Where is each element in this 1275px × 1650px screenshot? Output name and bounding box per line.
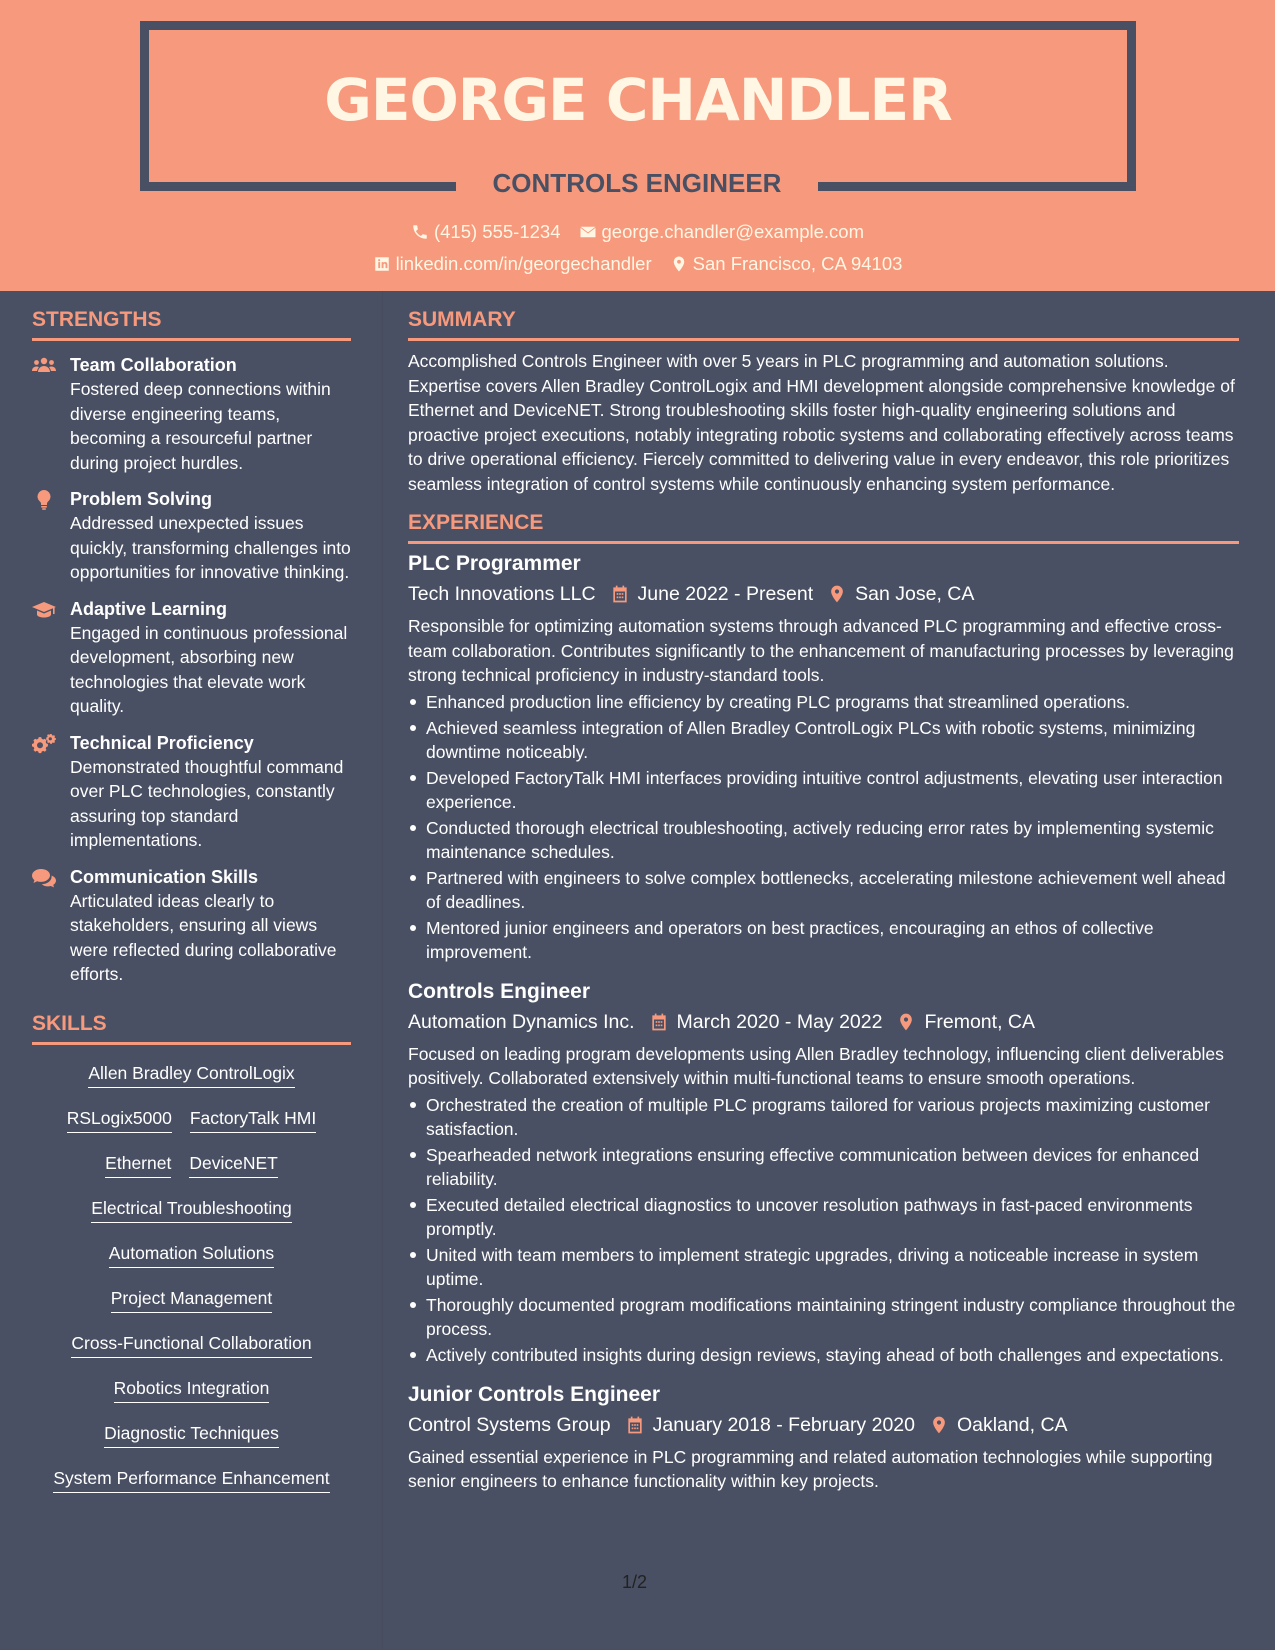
location-text: San Francisco, CA 94103 xyxy=(692,253,903,274)
skill-tag: Allen Bradley ControlLogix xyxy=(88,1061,294,1088)
skill-tag: Electrical Troubleshooting xyxy=(91,1196,291,1223)
skill-tag: FactoryTalk HMI xyxy=(190,1106,316,1133)
phone-text: (415) 555-1234 xyxy=(433,221,561,242)
job-company: Tech Innovations LLC xyxy=(408,583,596,605)
job-dates: January 2018 - February 2020 xyxy=(652,1413,915,1436)
contact-phone[interactable] xyxy=(411,220,561,244)
strength-desc: Engaged in continuous professional development, absorbing new technologies that elevate work quality. xyxy=(70,622,348,716)
bullet-item: Partnered with engineers to solve complex bottlenecks, accelerating milestone achievement well ahead of deadlines. xyxy=(408,866,1239,914)
calendar-icon xyxy=(649,1012,669,1032)
bullet-item: Thoroughly documented program modifications maintaining stringent industry compliance throughout the process. xyxy=(408,1293,1239,1341)
bullet-item: Conducted thorough electrical troubleshooting, actively reducing error rates by implementing systemic maintenance schedules. xyxy=(408,816,1239,864)
linkedin-text: linkedin.com/in/georgechandler xyxy=(395,253,652,274)
job-company: Control Systems Group xyxy=(408,1413,611,1436)
job-bullets xyxy=(408,690,1239,964)
contact-row-secondary xyxy=(0,252,1275,276)
bullet-item: Developed FactoryTalk HMI interfaces providing intuitive control adjustments, elevating user interaction experience. xyxy=(408,766,1239,814)
skill-tag: Automation Solutions xyxy=(109,1241,274,1268)
skill-tag: RSLogix5000 xyxy=(67,1106,172,1133)
job-description: Focused on leading program developments using Allen Bradley technology, influencing client deliverables positively. Collaborated extensively within multi-functional teams to ensure smooth operations. xyxy=(408,1043,1224,1088)
skill-tag: Robotics Integration xyxy=(114,1376,270,1403)
job-entry xyxy=(408,978,1239,1367)
bullet-item: Orchestrated the creation of multiple PLC programs tailored for various projects maximizing customer satisfaction. xyxy=(408,1093,1239,1141)
job-meta xyxy=(408,580,1239,608)
job-entry xyxy=(408,1381,1239,1494)
bullet-item: Enhanced production line efficiency by creating PLC programs that streamlined operations. xyxy=(408,690,1239,714)
calendar-icon xyxy=(625,1415,645,1435)
skill-tag: Diagnostic Techniques xyxy=(104,1421,279,1448)
page-number: 1/2 xyxy=(622,1572,648,1592)
skill-tag: Project Management xyxy=(111,1286,272,1313)
job-location: Oakland, CA xyxy=(956,1413,1068,1436)
job-dates: June 2022 - Present xyxy=(637,583,814,605)
left-column xyxy=(32,307,351,1511)
users-icon xyxy=(32,356,56,376)
map-pin-icon xyxy=(896,1012,916,1032)
contact-email[interactable] xyxy=(579,220,865,244)
strengths-heading: STRENGTHS xyxy=(32,307,351,341)
map-pin-icon xyxy=(929,1415,949,1435)
job-bullets xyxy=(408,1093,1239,1367)
bullet-item: Achieved seamless integration of Allen Bradley ControlLogix PLCs with robotic systems, minimizing downtime noticeably. xyxy=(408,716,1239,764)
bullet-item: Mentored junior engineers and operators on best practices, encouraging an ethos of collective improvement. xyxy=(408,916,1239,964)
header-band xyxy=(0,0,1275,291)
summary-heading: SUMMARY xyxy=(408,307,1239,341)
job-title: PLC Programmer xyxy=(408,552,581,575)
job-meta xyxy=(408,1008,1239,1036)
bullet-item: Actively contributed insights during design reviews, staying ahead of both challenges and expectations. xyxy=(408,1343,1239,1367)
job-description: Gained essential experience in PLC programming and related automation technologies while supporting senior engineers to enhance functionality within key projects. xyxy=(408,1446,1213,1491)
candidate-name: GEORGE CHANDLER xyxy=(324,66,952,134)
job-meta xyxy=(408,1411,1239,1439)
phone-icon xyxy=(411,223,429,241)
calendar-icon xyxy=(610,584,630,604)
skills-list xyxy=(32,1061,351,1493)
envelope-icon xyxy=(579,223,597,241)
skill-tag: Ethernet xyxy=(105,1151,171,1178)
strength-title: Communication Skills xyxy=(70,866,259,887)
strength-desc: Fostered deep connections within diverse engineering teams, becoming a resourceful partner during project hurdles. xyxy=(70,379,331,473)
bullet-item: Spearheaded network integrations ensuring effective communication between devices for enhanced reliability. xyxy=(408,1143,1239,1191)
job-description: Responsible for optimizing automation systems through advanced PLC programming and effective cross-team collaboration. Contributes significantly to the enhancement of manufacturing processes by leveraging strong technical proficiency in industry-standard tools. xyxy=(408,616,1234,685)
job-location: Fremont, CA xyxy=(924,1010,1035,1033)
strength-item xyxy=(32,865,351,987)
strength-item xyxy=(32,487,351,585)
strength-title: Team Collaboration xyxy=(70,355,237,375)
skill-tag: Cross-Functional Collaboration xyxy=(71,1331,311,1358)
graduation-cap-icon xyxy=(32,600,56,620)
job-title: Junior Controls Engineer xyxy=(408,1382,661,1406)
lightbulb-icon xyxy=(32,490,56,510)
bullet-item: United with team members to implement strategic upgrades, driving a noticeable increase in system uptime. xyxy=(408,1243,1239,1291)
strength-title: Problem Solving xyxy=(70,489,213,509)
job-location: San Jose, CA xyxy=(855,583,975,605)
contact-row-primary xyxy=(0,220,1275,244)
map-pin-icon xyxy=(670,255,688,273)
gears-icon xyxy=(32,734,56,754)
contact-linkedin[interactable] xyxy=(373,252,652,276)
map-pin-icon xyxy=(827,584,847,604)
strength-title: Adaptive Learning xyxy=(70,598,228,619)
skill-tag: DeviceNET xyxy=(189,1151,278,1178)
job-title: Controls Engineer xyxy=(408,979,591,1003)
job-dates: March 2020 - May 2022 xyxy=(676,1010,883,1033)
right-column xyxy=(408,307,1239,1494)
comments-icon xyxy=(32,868,56,888)
summary-text: Accomplished Controls Engineer with over 5 years in PLC programming and automation solutions. Expertise covers Allen Bradley ControlLogix and HMI development alongside comprehensive knowledge of Ethernet and DeviceNET. Strong troubleshooting skills foster high-quality engineering solutions and proactive project executions, notably integrating robotic systems and collaborating effectively across teams to drive operational efficiency. Fiercely committed to delivering value in every endeavor, this role prioritizes seamless integration of control systems while continuously enhancing system performance. xyxy=(408,351,1235,494)
job-role: CONTROLS ENGINEER xyxy=(492,168,782,198)
strength-item xyxy=(32,597,351,719)
email-text: george.chandler@example.com xyxy=(601,221,865,242)
job-entry xyxy=(408,550,1239,964)
skill-tag: System Performance Enhancement xyxy=(53,1466,329,1493)
strength-item xyxy=(32,353,351,475)
linkedin-icon xyxy=(373,255,391,273)
strength-desc: Demonstrated thoughtful command over PLC technologies, constantly assuring top standard implementations. xyxy=(70,756,344,850)
contact-location xyxy=(670,252,903,276)
strength-desc: Addressed unexpected issues quickly, transforming challenges into opportunities for innovative thinking. xyxy=(70,513,351,582)
skills-heading: SKILLS xyxy=(32,1011,351,1045)
experience-heading: EXPERIENCE xyxy=(408,510,1239,544)
job-company: Automation Dynamics Inc. xyxy=(408,1010,635,1033)
strength-title: Technical Proficiency xyxy=(70,732,254,753)
strength-item xyxy=(32,731,351,853)
strength-desc: Articulated ideas clearly to stakeholders, ensuring all views were reflected during collaborative efforts. xyxy=(70,890,337,984)
bullet-item: Executed detailed electrical diagnostics to uncover resolution pathways in fast-paced environments promptly. xyxy=(408,1193,1239,1241)
